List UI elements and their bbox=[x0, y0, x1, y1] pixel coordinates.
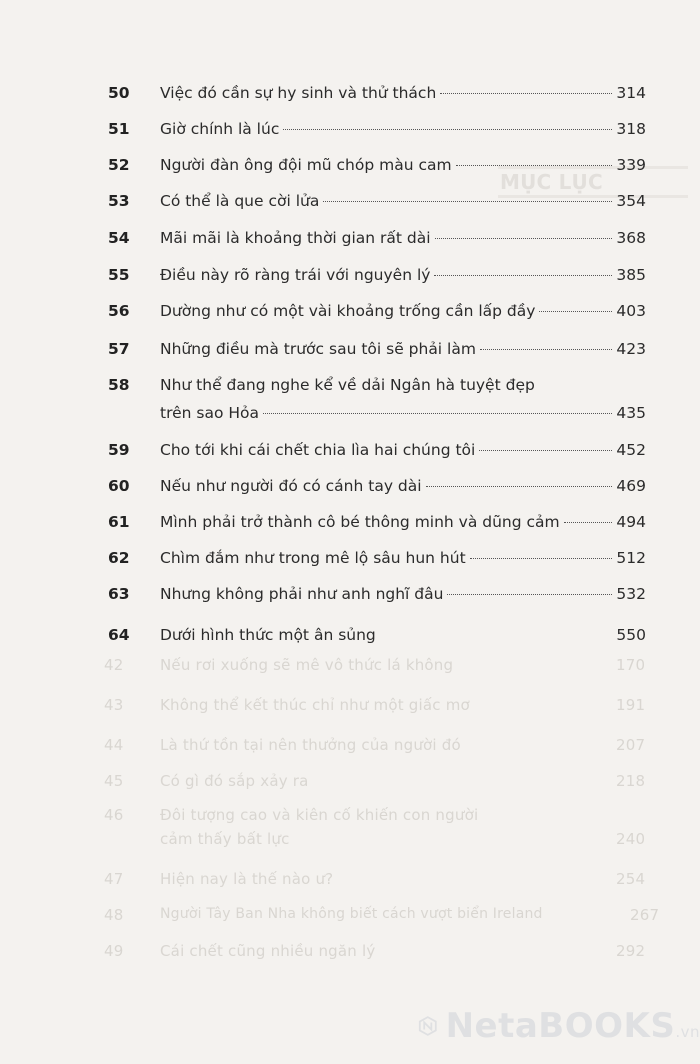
dot-leader bbox=[263, 413, 612, 414]
chapter-title: Nhưng không phải như anh nghĩ đâu bbox=[160, 585, 444, 603]
chapter-title: Mãi mãi là khoảng thời gian rất dài bbox=[160, 229, 431, 247]
dot-leader bbox=[456, 165, 613, 166]
chapter-number: 60 bbox=[108, 477, 130, 495]
page-number: 318 bbox=[616, 120, 646, 138]
toc-entry bbox=[108, 376, 646, 426]
page-number: 469 bbox=[616, 477, 646, 495]
dot-leader bbox=[480, 349, 612, 350]
ghost-heading: MỤC LỤC bbox=[500, 170, 603, 194]
chapter-number: 63 bbox=[108, 585, 130, 603]
ghost-num: 42 bbox=[104, 656, 124, 674]
dot-leader bbox=[380, 635, 613, 636]
chapter-title: Giờ chính là lúc bbox=[160, 120, 280, 138]
netabooks-logo-icon bbox=[418, 1004, 438, 1048]
chapter-title: Như thể đang nghe kể về dải Ngân hà tuyệt đẹp bbox=[160, 376, 535, 394]
page-number: 550 bbox=[616, 626, 646, 644]
page-number: 385 bbox=[616, 266, 646, 284]
chapter-number: 58 bbox=[108, 376, 130, 394]
ghost-text: Không thể kết thúc chỉ như một giấc mơ bbox=[160, 696, 470, 714]
chapter-number: 62 bbox=[108, 549, 130, 567]
chapter-title: Người đàn ông đội mũ chóp màu cam bbox=[160, 156, 452, 174]
chapter-title: Những điều mà trước sau tôi sẽ phải làm bbox=[160, 340, 476, 358]
chapter-number: 55 bbox=[108, 266, 130, 284]
dot-leader bbox=[447, 594, 612, 595]
ghost-page: 240 bbox=[616, 830, 646, 848]
chapter-number: 57 bbox=[108, 340, 130, 358]
ghost-page: 170 bbox=[616, 656, 646, 674]
chapter-number: 56 bbox=[108, 302, 130, 320]
ghost-page: 254 bbox=[616, 870, 646, 888]
dot-leader bbox=[539, 311, 612, 312]
page-number: 403 bbox=[616, 302, 646, 320]
watermark-suffix: .vn bbox=[675, 1023, 700, 1041]
chapter-title: Điều này rõ ràng trái với nguyên lý bbox=[160, 266, 431, 284]
ghost-num: 47 bbox=[104, 870, 124, 888]
chapter-title: Mình phải trở thành cô bé thông minh và dũng cảm bbox=[160, 513, 560, 531]
chapter-title: Việc đó cần sự hy sinh và thử thách bbox=[160, 84, 437, 102]
ghost-num: 48 bbox=[104, 906, 124, 924]
ghost-page: 207 bbox=[616, 736, 646, 754]
chapter-title: Dường như có một vài khoảng trống cần lấp đầy bbox=[160, 302, 536, 320]
page-number: 423 bbox=[616, 340, 646, 358]
chapter-number: 51 bbox=[108, 120, 130, 138]
ghost-text: Hiện nay là thế nào ư? bbox=[160, 870, 334, 888]
chapter-title: Có thể là que cời lửa bbox=[160, 192, 320, 210]
dot-leader bbox=[479, 450, 612, 451]
chapter-title: Cho tới khi cái chết chia lìa hai chúng tôi bbox=[160, 441, 476, 459]
page-number: 368 bbox=[616, 229, 646, 247]
watermark-brand: NetaBOOKS.vn bbox=[445, 1006, 700, 1046]
chapter-title: Nếu như người đó có cánh tay dài bbox=[160, 477, 422, 495]
ghost-page: 218 bbox=[616, 772, 646, 790]
ghost-num: 44 bbox=[104, 736, 124, 754]
ghost-page: 267 bbox=[630, 906, 660, 924]
ghost-page: 191 bbox=[616, 696, 646, 714]
dot-leader bbox=[564, 522, 613, 523]
dot-leader bbox=[435, 238, 613, 239]
chapter-title-line2: trên sao Hỏa bbox=[160, 404, 260, 422]
chapter-title: Dưới hình thức một ân sủng bbox=[160, 626, 376, 644]
page-number: 512 bbox=[616, 549, 646, 567]
dot-leader bbox=[426, 486, 613, 487]
chapter-title: Chìm đắm như trong mê lộ sâu hun hút bbox=[160, 549, 466, 567]
chapter-number: 50 bbox=[108, 84, 130, 102]
page-number: 354 bbox=[616, 192, 646, 210]
page-number: 339 bbox=[616, 156, 646, 174]
ghost-text: Đôi tượng cao và kiên cố khiến con người bbox=[160, 806, 479, 824]
page-number: 435 bbox=[616, 404, 646, 422]
ghost-text: Là thứ tồn tại nên thưởng của người đó bbox=[160, 736, 461, 754]
watermark bbox=[418, 996, 700, 1056]
chapter-number: 53 bbox=[108, 192, 130, 210]
page-number: 532 bbox=[616, 585, 646, 603]
ghost-text: Cái chết cũng nhiều ngăn lý bbox=[160, 942, 376, 960]
chapter-number: 59 bbox=[108, 441, 130, 459]
ghost-text-line2: cảm thấy bất lực bbox=[160, 830, 290, 848]
ghost-page: 292 bbox=[616, 942, 646, 960]
ghost-num: 46 bbox=[104, 806, 124, 824]
ghost-num: 45 bbox=[104, 772, 124, 790]
dot-leader bbox=[323, 201, 612, 202]
page-number: 314 bbox=[616, 84, 646, 102]
dot-leader bbox=[440, 93, 612, 94]
dot-leader bbox=[470, 558, 613, 559]
chapter-number: 61 bbox=[108, 513, 130, 531]
chapter-number: 54 bbox=[108, 229, 130, 247]
page-number: 452 bbox=[616, 441, 646, 459]
chapter-number: 64 bbox=[108, 626, 130, 644]
ghost-num: 43 bbox=[104, 696, 124, 714]
dot-leader bbox=[283, 129, 612, 130]
ghost-text: Nếu rơi xuống sẽ mê vô thức lá không bbox=[160, 656, 454, 674]
ghost-text: Người Tây Ban Nha không biết cách vượt biển Ireland bbox=[160, 906, 543, 922]
chapter-number: 52 bbox=[108, 156, 130, 174]
dot-leader bbox=[434, 275, 612, 276]
ghost-text: Có gì đó sắp xảy ra bbox=[160, 772, 309, 790]
page-number: 494 bbox=[616, 513, 646, 531]
ghost-num: 49 bbox=[104, 942, 124, 960]
